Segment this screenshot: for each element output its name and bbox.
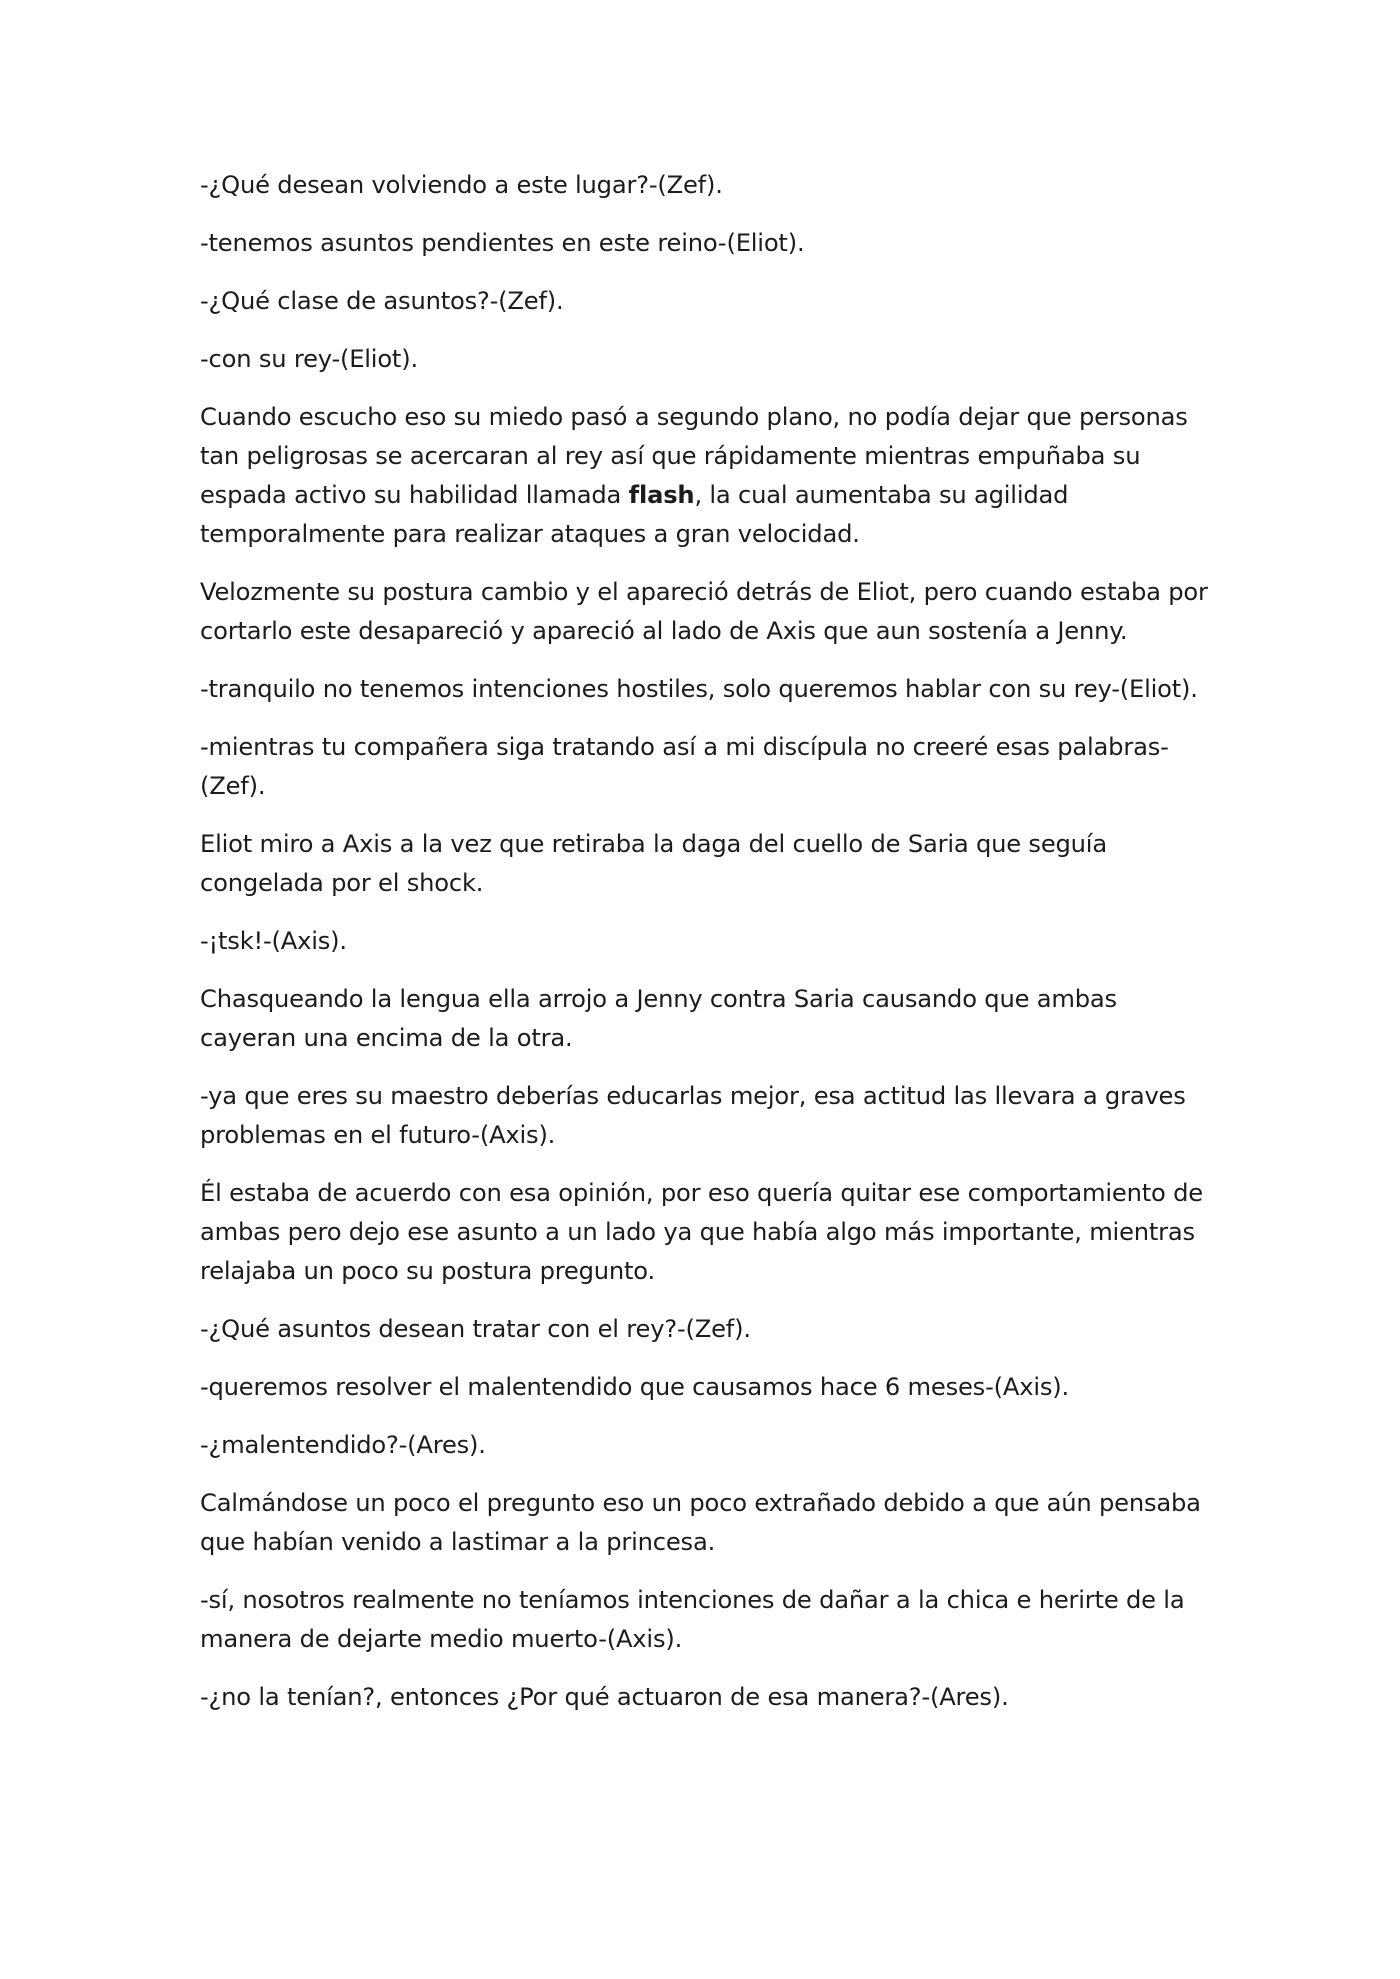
narration-paragraph: Chasqueando la lengua ella arrojo a Jenny contra Saria causando que ambas cayeran una encima de la otra.	[200, 985, 1117, 1052]
dialogue-line: -¿no la tenían?, entonces ¿Por qué actuaron de esa manera?-(Ares).	[200, 1683, 1009, 1711]
skill-name-bold: flash	[628, 481, 695, 509]
dialogue-line: -¡tsk!-(Axis).	[200, 927, 347, 955]
dialogue-line: -queremos resolver el malentendido que causamos hace 6 meses-(Axis).	[200, 1373, 1069, 1401]
dialogue-line: -ya que eres su maestro deberías educarlas mejor, esa actitud las llevara a graves problemas en el futuro-(Axis).	[200, 1082, 1186, 1149]
narration-paragraph: Calmándose un poco el pregunto eso un poco extrañado debido a que aún pensaba que habían venido a lastimar a la princesa.	[200, 1489, 1201, 1556]
dialogue-line: -con su rey-(Eliot).	[200, 345, 418, 373]
narration-paragraph: Eliot miro a Axis a la vez que retiraba la daga del cuello de Saria que seguía congelada por el shock.	[200, 830, 1107, 897]
dialogue-line: -¿Qué asuntos desean tratar con el rey?-(Zef).	[200, 1315, 751, 1343]
narration-paragraph: Él estaba de acuerdo con esa opinión, por eso quería quitar ese comportamiento de ambas pero dejo ese asunto a un lado ya que había algo más importante, mientras relajaba un poco su postura pregunto.	[200, 1179, 1203, 1285]
dialogue-line: -tenemos asuntos pendientes en este reino-(Eliot).	[200, 229, 805, 257]
document-page	[200, 166, 1210, 1736]
dialogue-line: -¿Qué desean volviendo a este lugar?-(Zef).	[200, 171, 723, 199]
narration-text: , la cual aumentaba su agilidad temporalmente para realizar ataques a gran velocidad.	[200, 481, 1069, 548]
narration-paragraph: Velozmente su postura cambio y el apareció detrás de Eliot, pero cuando estaba por cortarlo este desapareció y apareció al lado de Axis que aun sostenía a Jenny.	[200, 578, 1208, 645]
narration-text: Cuando escucho eso su miedo pasó a segundo plano, no podía dejar que personas tan peligrosas se acercaran al rey así que rápidamente mientras empuñaba su espada activo su habilidad llamada	[200, 403, 1188, 509]
dialogue-line: -mientras tu compañera siga tratando así a mi discípula no creeré esas palabras-(Zef).	[200, 733, 1169, 800]
dialogue-line: -¿Qué clase de asuntos?-(Zef).	[200, 287, 564, 315]
dialogue-line: -¿malentendido?-(Ares).	[200, 1431, 486, 1459]
dialogue-line: -tranquilo no tenemos intenciones hostiles, solo queremos hablar con su rey-(Eliot).	[200, 675, 1198, 703]
narration-paragraph	[200, 398, 1210, 554]
dialogue-line: -sí, nosotros realmente no teníamos intenciones de dañar a la chica e herirte de la manera de dejarte medio muerto-(Axis).	[200, 1586, 1185, 1653]
